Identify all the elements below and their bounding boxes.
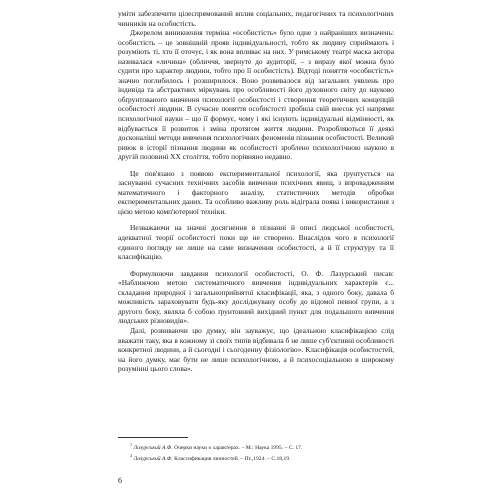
paragraph-3: Це пов'язано з появою експериментальної психології, яка ґрунтується на заснуванні сучасних технічних засобів вивчення психічних явищ, з впровадженням математичного і факторного аналізу, статистичних методів обробки експериментальних даних. Та особливо важливу роль відіграла поява і використання з цією метою комп'ютерної техніки. xyxy=(118,168,394,216)
paragraph-4: Незважаючи на значні досягнення в пізнанні й описі людської особистості, адекватної теорії особистості поки ще не створено. Внаслідок чого в психології єдиного погляду не лише на саме визначення особистості, а й її структуру та її класифікацію. xyxy=(118,223,394,262)
paragraph-5: Формулюючи завдання психології особистості, О. Ф. Лазурський писав: «Наближчою метою систематичного вивчення індивідуальних характерів є... складання природної і загальноприйнятої класифікації, яка, з одного боку, давала б можливість зараховувати будь-яку досліджувану особу до відомої певної групи, а з другого боку, являла б собою ґрунтовний вихідний пункт для подальшого вивчення людських різновидів». xyxy=(118,268,394,326)
footnote-separator xyxy=(118,437,188,438)
paragraph-1: уміти забезпечити цілеспрямований вплив соціальних, педагогічних та психологічних чинників на особистість. xyxy=(118,9,394,28)
footnote-1 xyxy=(130,441,394,452)
footnotes xyxy=(130,441,394,464)
footnote-text: Классификация личностей. – Пг.,1924. – С.18,19. xyxy=(172,456,291,463)
footnote-mark: 2 xyxy=(130,453,132,459)
footnote-text: Очерки науки о характерах. – М.: Наука 1995. – С. 17. xyxy=(172,444,303,451)
paragraph-6: Далі, розвиваючи цю думку, він зауважує, що ідеальною класифікацією слід вважати таку, яка в кожному зі своїх типів відбивала б не лише суб'єктивні особливості конкретної людини, а й сьогодні і сьогоденну фізіологію». Класифікація особистостей, на його думку, має бути не лише психологічною, а й психосоціальною в широкому розумінні цього слова». xyxy=(118,325,394,374)
footnote-mark: 1 xyxy=(130,442,132,447)
paragraph-2: Джерелом виникнення терміна «особистість» було одне з найраніших визначень: особистість – це зовнішній прояв індивідуальності, тобто як людину сприймають і розуміють ті, хто її оточує, і як вона впливає на них. У римському театрі маска актора називалася «личина» (обличчя, звернуте до аудиторії, – з виразу якої можна було судити про характер людини, тобто про її особистість). Відтоді поняття «особистість» значно поглибилось і розширилося. Воно розвивалося від загальних уявлень про індивіда та абстрактних міркувань про особливості його духовного світу до науково обґрунтованого вивчення психології особистості і створення теоретичних концепцій особистості людини. В сучасне поняття особистості зробила свій внесок усі напрями психологічної науки – що її формує, чому і які існують індивідуальні відмінності, як відбувається її розвиток і зміна протягом життя людини. Розробляються її деякі досконаліші методи вивчення психологічних феноменів пізнання особистості. Великий ривок в історії пізнання людини як особистості зроблено психологічною наукою в другій половині XX століття, тобто порівняно недавно. xyxy=(118,28,394,162)
footnote-author: Лазурський А.Ф. xyxy=(133,444,173,451)
page-number: 6 xyxy=(118,476,122,485)
body-text xyxy=(118,9,394,374)
footnote-2 xyxy=(130,452,394,463)
footnote-author: Лазурський А.Ф. xyxy=(133,456,173,463)
